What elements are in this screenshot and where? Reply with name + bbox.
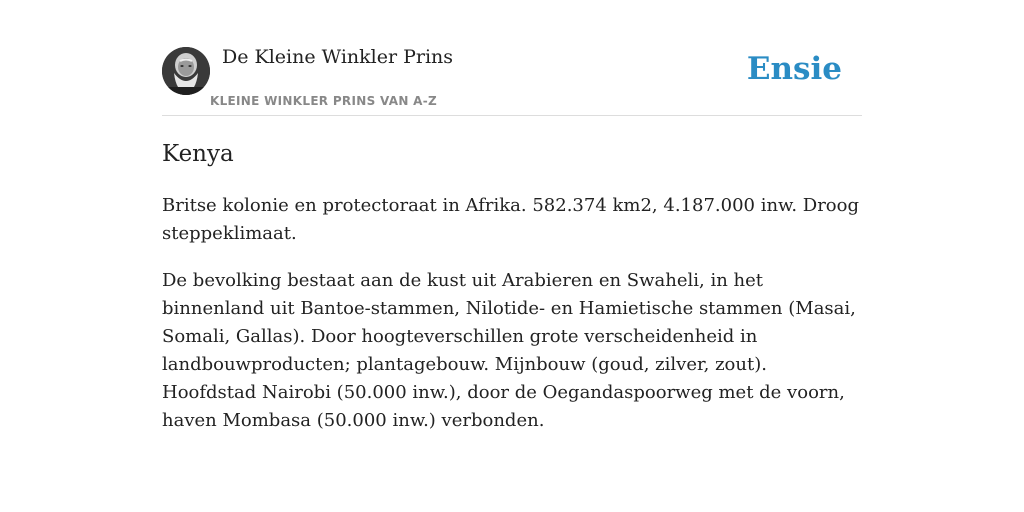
source-title[interactable]: De Kleine Winkler Prins	[222, 46, 454, 68]
entry-paragraph: De bevolking bestaat aan de kust uit Arabieren en Swaheli, in het binnenland uit Bantoe-stammen, Nilotide- en Hamietische stammen (Masai, Somali, Gallas). Door hoogteverschillen grote verscheidenheid in landbouwproducten; plantagebouw. Mijnbouw (goud, zilver, zout). Hoofdstad Nairobi (50.000 inw.), door de Oegandaspoorweg met de voorn, haven Mombasa (50.000 inw.) verbonden.	[162, 270, 856, 431]
entry-title: Kenya	[162, 141, 234, 167]
header-divider	[162, 115, 862, 116]
source-avatar[interactable]	[162, 47, 210, 95]
entry-content	[162, 192, 862, 454]
source-subtitle[interactable]: KLEINE WINKLER PRINS VAN A-Z	[210, 94, 438, 108]
entry-paragraph: Britse kolonie en protectoraat in Afrika. 582.374 km2, 4.187.000 inw. Droog steppeklimaat.	[162, 195, 859, 244]
ensie-logo-link[interactable]: Ensie	[746, 51, 842, 87]
bearded-man-portrait-icon	[162, 47, 210, 95]
